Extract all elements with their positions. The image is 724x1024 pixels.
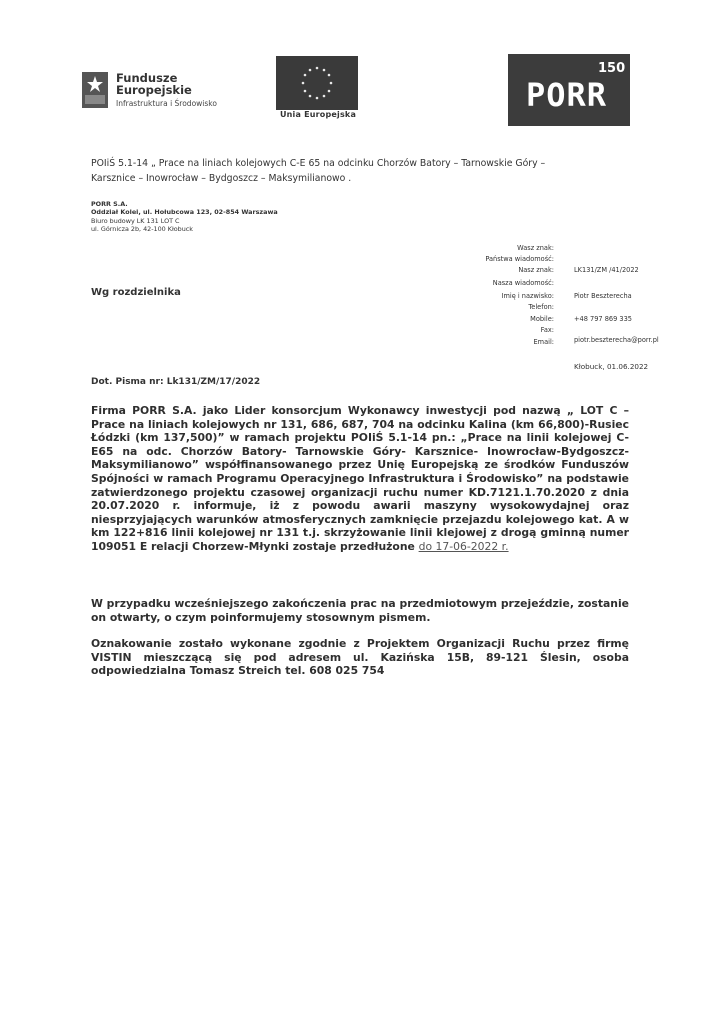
fe-title-line1: Fundusze: [116, 71, 178, 85]
meta-label: Mobile:: [530, 315, 554, 323]
meta-label: Państwa wiadomość:: [485, 255, 554, 263]
meta-label: Nasz znak:: [518, 266, 554, 274]
meta-value: +48 797 869 335: [574, 315, 632, 323]
porr-150-mark: 150: [598, 61, 626, 76]
sender-branch: Oddział Kolei, ul. Hołubcowa 123, 02-854 Warszawa: [91, 208, 278, 217]
meta-value: Piotr Beszterecha: [574, 292, 632, 300]
sender-office: Biuro budowy LK 131 LOT C: [91, 216, 180, 225]
eu-flag-icon: [276, 56, 358, 110]
eu-caption: Unia Europejska: [279, 110, 357, 119]
fe-title-line2: Europejskie: [116, 83, 192, 97]
subject-line-1: POIiŚ 5.1-14 „ Prace na liniach kolejowych C-E 65 na odcinku Chorzów Batory – Tarnowskie Góry –: [91, 158, 546, 169]
body-paragraph-2: W przypadku wcześniejszego zakończenia prac na przedmiotowym przejeździe, zostanie on otwarty, o czym poinformujemy stosownym pismem.: [91, 597, 629, 624]
reference-number: Dot. Pisma nr: Lk131/ZM/17/2022: [91, 377, 261, 387]
letter-subject: [91, 156, 611, 186]
meta-label: Wasz znak:: [517, 244, 554, 252]
letter-date: Kłobuck, 01.06.2022: [574, 362, 649, 371]
body-paragraph-3: Oznakowanie zostało wykonane zgodnie z Projektem Organizacji Ruchu przez firmę VISTIN mieszczącą się pod adresem ul. Kazińska 15B, 89-121 Ślesin, osoba odpowiedzialna Tomasz Streich tel. 608 025 754: [91, 637, 629, 678]
sender-block: [91, 200, 278, 233]
fundusze-europejskie-logo: [82, 68, 242, 112]
meta-value: piotr.beszterecha@porr.pl: [574, 336, 659, 344]
deadline-date: do 17-06-2022 r.: [418, 539, 509, 553]
recipient: Wg rozdzielnika: [91, 287, 181, 298]
fe-subtitle: Infrastruktura i Środowisko: [116, 99, 217, 108]
meta-label: Imię i nazwisko:: [501, 292, 554, 300]
body-paragraph-1: [91, 404, 629, 554]
fundusze-europejskie-icon: [82, 72, 108, 108]
sender-address: ul. Górnicza 2b, 42-100 Kłobuck: [91, 224, 193, 233]
sender-company: PORR S.A.: [91, 200, 128, 208]
porr-name: PORR: [526, 76, 608, 114]
meta-label: Email:: [533, 338, 554, 346]
subject-line-2: Karsznice – Inowrocław – Bydgoszcz – Maksymilianowo .: [91, 173, 352, 184]
meta-value: LK131/ZM /41/2022: [574, 266, 639, 274]
eu-logo: [271, 54, 365, 124]
meta-label: Fax:: [540, 326, 554, 334]
paragraph-1-text: Firma PORR S.A. jako Lider konsorcjum Wykonawcy inwestycji pod nazwą „ LOT C – Prace na liniach kolejowych nr 131, 686, 687, 704 na odcinku Kalina (km 66,800)-Rusiec Łódzki (km 137,500)” w ramach projektu POIiŚ 5.1-14 pn.: „Prace na linii kolejowej C-E65 na odc. Chorzów Batory- Tarnowskie Góry- Karsznice- Inowrocław-Bydgoszcz- Maksymilianowo” współfinansowanego przez Unię Europejską ze środków Funduszów Spójności w ramach Programu Operacyjnego Infrastruktura i Środowisko” na podstawie zatwierdzonego projektu czasowej organizacji ruchu numer KD.7121.1.70.2020 z dnia 20.07.2020 r. informuje, iż z powodu awarii maszyny wysokowydajnej oraz niesprzyjających warunków atmosferycznych zamknięcie przejazdu kolejowego kat. A w km 122+816 linii kolejowej nr 131 t.j. skrzyżowanie linii klejowej z drogą gminną numer 109051 E relacji Chorzew-Młynki zostaje przedłużone: [91, 404, 629, 553]
porr-logo: [508, 54, 630, 126]
meta-label: Nasza wiadomość:: [492, 279, 554, 287]
meta-label: Telefon:: [528, 303, 554, 311]
